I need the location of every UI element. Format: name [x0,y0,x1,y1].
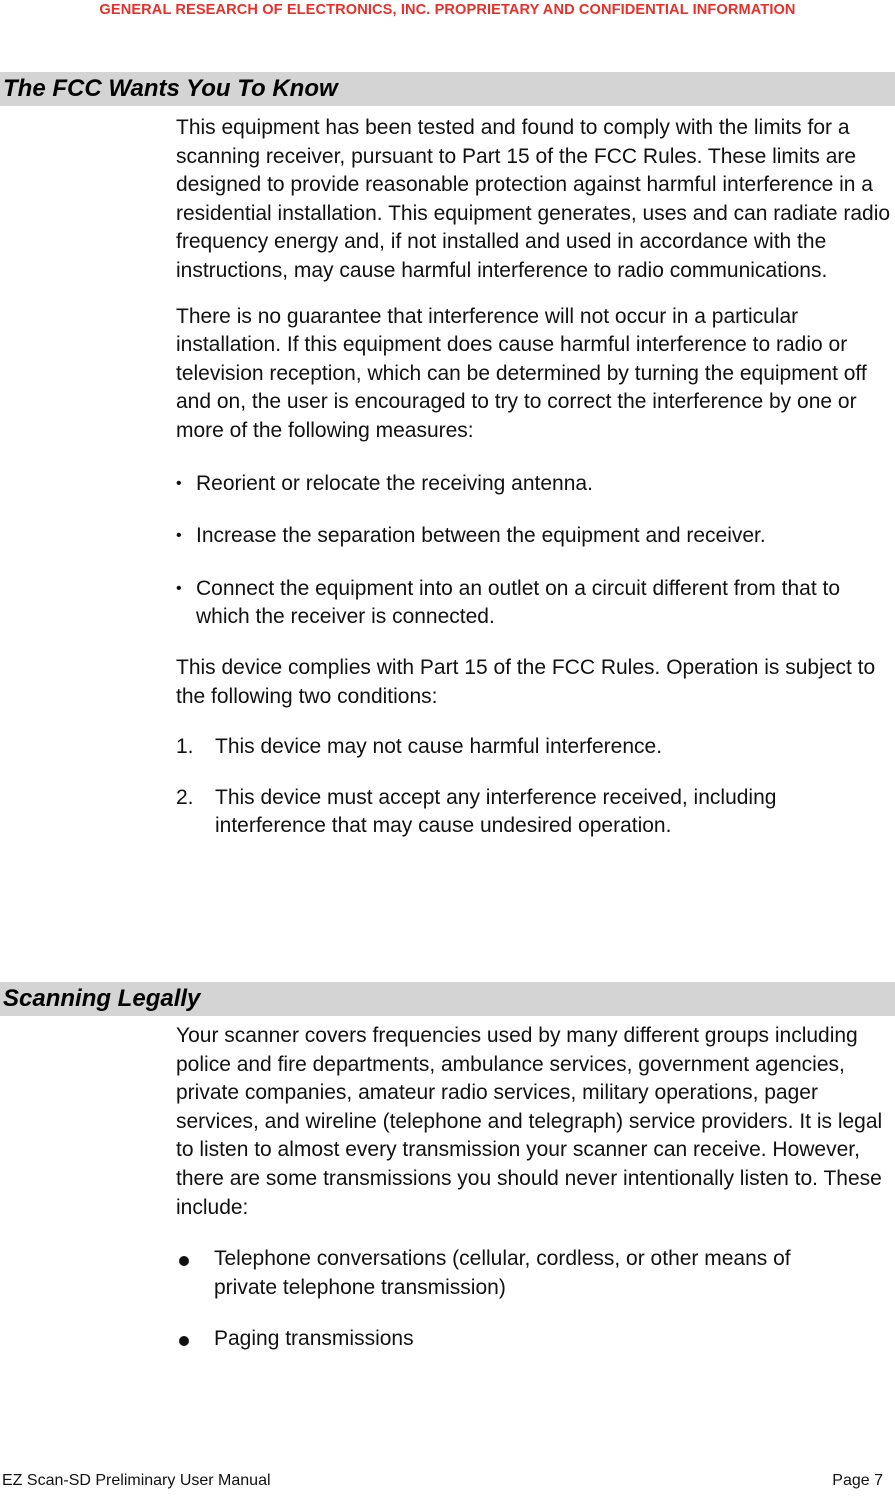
condition-text: This device must accept any interference received, including interference that may cause undesired operation. [215,785,777,838]
list-item [176,470,895,499]
condition-text: This device may not cause harmful interference. [215,735,663,759]
bullet-icon: • [176,579,182,597]
list-item [176,575,895,632]
fcc-paragraph-1: This equipment has been tested and found to comply with the limits for a scanning receiver, pursuant to Part 15 of the FCC Rules. These limits are designed to provide reasonable protection against harmful interference in a residential installation. This equipment generates, uses and can radiate radio frequency energy and, if not installed and used in accordance with the instructions, may cause harmful interference to radio communications. [176,116,891,282]
list-item [176,1325,895,1354]
legal-paragraph-1: Your scanner covers frequencies used by many different groups including police and fire departments, ambulance services, government agencies, private companies, amateur radio services, military operations, pager services, and wireline (telephone and telegraph) service providers. It is legal to listen to almost every transmission your scanner can receive. However, there are some transmissions you should never intentionally listen to. These include: [176,1024,883,1219]
fcc-paragraph-2: There is no guarantee that interference will not occur in a particular installation. If this equipment does cause harmful interference to radio or television reception, which can be determined by turning the equipment off and on, the user is encouraged to try to correct the interference by one or more of the following measures: [176,304,867,442]
list-number: 1. [176,735,194,759]
bullet-icon: • [176,474,182,492]
section-heading-fcc: The FCC Wants You To Know [0,72,895,106]
item-text: Paging transmissions [214,1327,414,1351]
section-heading-scanning-legally: Scanning Legally [0,982,895,1016]
bullet-text: Increase the separation between the equipment and receiver. [196,524,766,548]
footer-manual-title: EZ Scan-SD Preliminary User Manual [2,1472,271,1489]
list-item [176,522,895,551]
list-item [176,733,895,762]
item-text: Telephone conversations (cellular, cordless, or other means of private telephone transmission) [214,1247,791,1299]
list-item [176,1245,895,1302]
bullet-icon: • [176,527,182,545]
list-item [176,784,895,841]
list-number: 2. [176,785,194,809]
bullet-text: Reorient or relocate the receiving antenna. [196,471,593,495]
bullet-text: Connect the equipment into an outlet on a circuit different from that to which the receiver is connected. [196,576,840,629]
fcc-paragraph-3: This device complies with Part 15 of the FCC Rules. Operation is subject to the following two conditions: [176,655,876,708]
footer-page-number: Page 7 [832,1472,883,1489]
legal-section-body [176,1022,895,1354]
fcc-section-body [176,114,895,841]
confidential-banner: GENERAL RESEARCH OF ELECTRONICS, INC. PROPRIETARY AND CONFIDENTIAL INFORMATION [99,2,796,18]
